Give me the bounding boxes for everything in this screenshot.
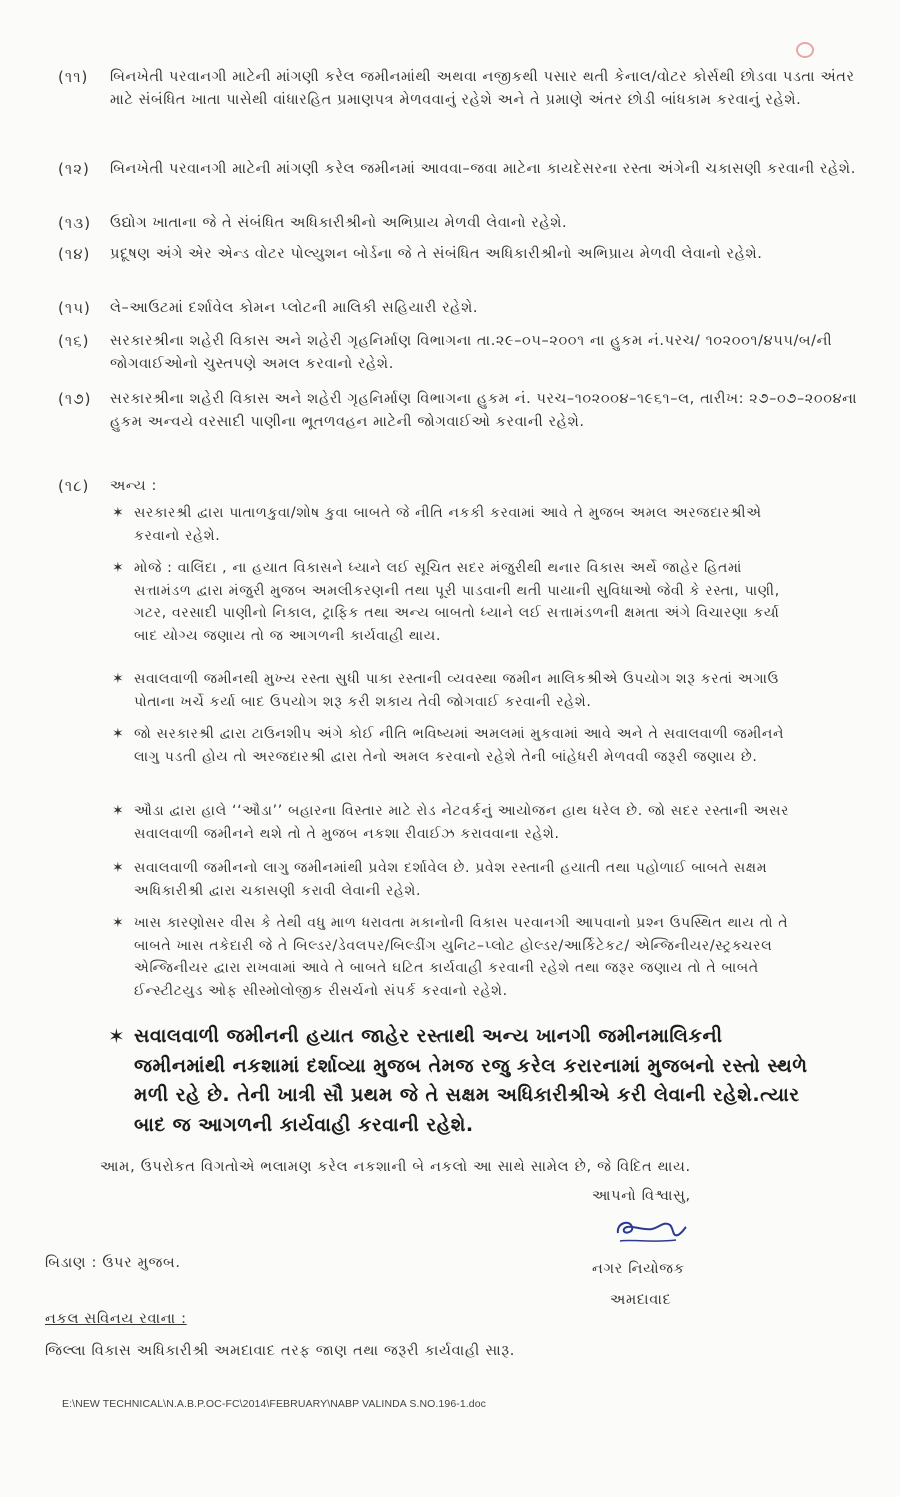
- clause-text: અન્ય :: [110, 478, 157, 494]
- clause-16: [58, 330, 858, 376]
- clause-text: લે–આઉટમાં દર્શાવેલ કોમન પ્લોટની માલિકી સહિયારી રહેશે.: [110, 300, 479, 316]
- bullet-item: [112, 502, 802, 547]
- star-bullet-icon: ✶: [108, 1024, 125, 1048]
- city: અમદાવાદ: [610, 1292, 672, 1308]
- clause-number: (૧૨): [58, 160, 90, 178]
- bullet-item: [112, 723, 802, 768]
- copy-to-line: જિલ્લા વિકાસ અધિકારીશ્રી અમદાવાદ તરફ જાણ તથા જરૂરી કાર્યવાહી સારૂ.: [45, 1343, 516, 1359]
- bullet-item: [112, 857, 802, 902]
- bullet-text: મોજે : વાલિંદા , ના હયાત વિકાસને ધ્યાને લઈ સૂચિત સદર મંજુરીથી થનાર વિકાસ અર્થે જાહેર હિતમાં સત્તામંડળ દ્વારા મંજુરી મુજબ અમલીકરણની તથા પૂરી પાડવાની થતી પાયાની સુવિધાઓ જેવી કે રસ્તા, પાણી, ગટર, વરસાદી પાણીનો નિકાલ, ટ્રાફિક તથા અન્ય બાબતો ધ્યાને લઈ સત્તામંડળની ક્ષમતા અંગે વિચારણા કર્યા બાદ યોગ્ય જણાય તો જ આગળની કાર્યવાહી થાય.: [134, 560, 780, 644]
- star-bullet-icon: ✶: [112, 915, 124, 931]
- bullet-text: સરકારશ્રી દ્વારા પાતાળકુવા/શોષ કુવા બાબતે જે નીતિ નકકી કરવામાં આવે તે મુજબ અમલ અરજદારશ્રીએ કરવાનો રહેશે.: [134, 505, 762, 544]
- clause-number: (૧૬): [58, 332, 90, 350]
- clause-number: (૧૧): [58, 68, 89, 86]
- bold-bullet-text: સવાલવાળી જમીનની હયાત જાહેર રસ્તાથી અન્ય ખાનગી જમીનમાલિકની જમીનમાંથી નકશામાં દર્શાવ્યા મુજબ તેમજ રજુ કરેલ કરારનામાં મુજબનો રસ્તો સ્થળે મળી રહે છે. તેની ખાત્રી સૌ પ્રથમ જે તે સક્ષમ અધિકારીશ્રીએ કરી લેવાની રહેશે.ત્યાર બાદ જ આગળની કાર્યવાહી કરવાની રહેશે.: [134, 1025, 808, 1136]
- enclosure-line: બિડાણ : ઉપર મુજબ.: [45, 1255, 181, 1271]
- clause-text: સરકારશ્રીના શહેરી વિકાસ અને શહેરી ગૃહનિર્માણ વિભાગના હુકમ નં. પરચ–૧૦૨૦૦૪–૧૯૬૧–લ, તારીખ: ૨૭–૦૭–૨૦૦૪ના હુકમ અન્વયે વરસાદી પાણીના ભૂતળવહન માટેની જોગવાઈઓ કરવાની રહેશે.: [110, 391, 858, 430]
- bullet-item: [112, 800, 802, 845]
- closing-statement: આમ, ઉપરોકત વિગતોએ ભલામણ કરેલ નકશાની બે નકલો આ સાથે સામેલ છે, જે વિદિત થાય.: [100, 1159, 691, 1175]
- signature: [612, 1211, 688, 1249]
- clause-text: બિનખેતી પરવાનગી માટેની માંગણી કરેલ જમીનમાં આવવા–જવા માટેના કાયદેસરના રસ્તા અંગેની ચકાસણી કરવાની રહેશે.: [110, 161, 856, 177]
- bullet-text: જો સરકારશ્રી દ્વારા ટાઉનશીપ અંગે કોઈ નીતિ ભવિષ્યમાં અમલમાં મુકવામાં આવે અને તે સવાલવાળી જમીનને લાગુ પડતી હોય તો અરજદારશ્રી દ્વારા તેનો અમલ કરવાનો રહેશે તેની બાંહેધરી મેળવવી જરૂરી જણાય છે.: [134, 726, 785, 765]
- star-bullet-icon: ✶: [112, 505, 124, 521]
- bullet-item: [112, 557, 802, 647]
- bullet-text: સવાલવાળી જમીનનો લાગુ જમીનમાંથી પ્રવેશ દર્શાવેલ છે. પ્રવેશ રસ્તાની હયાતી તથા પહોળાઈ બાબતે સક્ષમ અધિકારીશ્રી દ્વારા ચકાસણી કરાવી લેવાની રહેશે.: [134, 860, 768, 899]
- copy-heading: [45, 1308, 187, 1330]
- bullet-item: [112, 912, 802, 1002]
- bullet-text: ઔડા દ્વારા હાલે ‘‘ઔડા’’ બહારના વિસ્તાર માટે રોડ નેટવર્કનું આયોજન હાથ ધરેલ છે. જો સદર રસ્તાની અસર સવાલવાળી જમીનને થશે તો તે મુજબ નકશા રીવાઈઝ કરાવવાના રહેશે.: [134, 803, 790, 842]
- star-bullet-icon: ✶: [112, 560, 124, 576]
- clause-14: [58, 243, 858, 266]
- clause-number: (૧૪): [58, 245, 91, 263]
- yours-faithfully: આપનો વિશ્વાસુ,: [592, 1188, 691, 1204]
- clause-12: [58, 158, 858, 181]
- clause-11: [58, 66, 858, 112]
- clause-number: (૧૩): [58, 214, 92, 232]
- clause-18: [58, 475, 858, 498]
- clause-text: પ્રદૂષણ અંગે એર એન્ડ વોટર પોલ્યુશન બોર્ડના જે તે સંબંધિત અધિકારીશ્રીનો અભિપ્રાય મેળવી લેવાનો રહેશે.: [110, 246, 763, 262]
- clause-number: (૧૭): [58, 390, 92, 408]
- bullet-text: ખાસ કારણોસર વીસ કે તેથી વધુ માળ ધરાવતા મકાનોની વિકાસ પરવાનગી આપવાનો પ્રશ્ન ઉપસ્થિત થાય તો તે બાબતે ખાસ તકેદારી જે તે બિલ્ડર/ડેવલપર/બિલ્ડીંગ યુનિટ–પ્લોટ હોલ્ડર/આર્કિટેકટ/ એન્જિનીયર/સ્ટ્રક્ચરલ એન્જિનીયર દ્વારા રાખવામાં આવે તે બાબતે ઘટિત કાર્યવાહી કરવાની રહેશે તથા જરૂર જણાય તો તે બાબતે ઈન્સ્ટીટયુડ ઓફ સીસ્મોલોજીક રીસર્ચનો સંપર્ક કરવાનો રહેશે.: [134, 915, 789, 999]
- clause-text: ઉદ્યોગ ખાતાના જે તે સંબંધિત અધિકારીશ્રીનો અભિપ્રાય મેળવી લેવાનો રહેશે.: [110, 215, 568, 231]
- star-bullet-icon: ✶: [112, 803, 124, 819]
- clause-text: સરકારશ્રીના શહેરી વિકાસ અને શહેરી ગૃહનિર્માણ વિભાગના તા.૨૯–૦૫–૨૦૦૧ ના હુકમ નં.પરચ/ ૧૦૨૦૦૧/૪૫૫/બ/ની જોગવાઈઓનો ચુસ્તપણે અમલ કરવાનો રહેશે.: [110, 333, 833, 372]
- bold-bullet-item: [108, 1022, 812, 1140]
- clause-13: [58, 212, 858, 235]
- clause-17: [58, 388, 858, 434]
- ink-mark-decoration: [796, 42, 814, 58]
- star-bullet-icon: ✶: [112, 726, 124, 742]
- star-bullet-icon: ✶: [112, 860, 124, 876]
- bullet-text: સવાલવાળી જમીનથી મુખ્ય રસ્તા સુધી પાકા રસ્તાની વ્યવસ્થા જમીન માલિકશ્રીએ ઉપયોગ શરૂ કરતાં અગાઉ પોતાના ખર્ચે કર્યા બાદ ઉપયોગ શરૂ કરી શકાય તેવી જોગવાઈ કરવાની રહેશે.: [134, 671, 779, 710]
- clause-15: [58, 297, 858, 320]
- file-path-footer: E:\NEW TECHNICAL\N.A.B.P.OC-FC\2014\FEBRUARY\NABP VALINDA S.NO.196-1.doc: [62, 1398, 487, 1410]
- copy-heading-text: નકલ સવિનય રવાના :: [45, 1311, 187, 1327]
- clause-number: (૧૫): [58, 299, 91, 317]
- clause-text: બિનખેતી પરવાનગી માટેની માંગણી કરેલ જમીનમાંથી અથવા નજીકથી પસાર થતી કેનાલ/વોટર કોર્સથી છોડવા પડતા અંતર માટે સંબંધિત ખાતા પાસેથી વાંધારહિત પ્રમાણપત્ર મેળવવાનું રહેશે અને તે પ્રમાણે અંતર છોડી બાંધકામ કરવાનું રહેશે.: [110, 69, 855, 108]
- star-bullet-icon: ✶: [112, 671, 124, 687]
- designation: નગર નિયોજક: [592, 1261, 685, 1277]
- bullet-item: [112, 668, 802, 713]
- clause-number: (૧૮): [58, 477, 90, 495]
